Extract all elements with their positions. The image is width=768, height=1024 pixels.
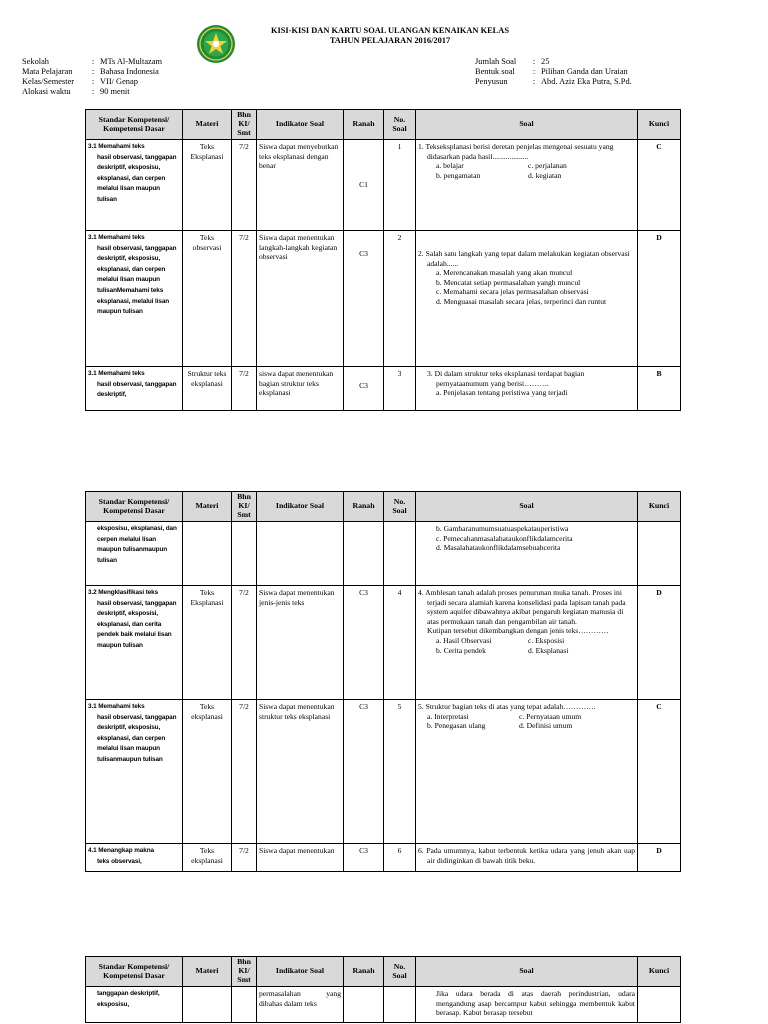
col-header-indikator: Indikator Soal: [257, 110, 344, 140]
indikator-cell: Siswa dapat menentukan langkah-langkah kegiatan observasi: [257, 231, 344, 367]
option-d: d. Menguasai masalah secara jelas, terperinci dan runtut: [436, 296, 607, 306]
option-a: a. Penjelasan tentang peristiwa yang terjadi: [436, 388, 568, 398]
kunci-cell: C: [638, 700, 681, 844]
question-text: 2. Salah satu langkah yang tepat dalam melakukan kegiatan observasi adalah......: [418, 249, 630, 268]
col-header-soal: Soal: [416, 110, 638, 140]
meta-value: Abd. Aziz Eka Putra, S.Pd.: [541, 77, 632, 86]
option-b: b. Mencatat setiap permasalahan yangh muncul: [436, 277, 581, 287]
table-row: [86, 367, 681, 411]
no-cell: 3: [384, 367, 416, 411]
col-header-sk: Standar Kompetensi/ Kompetensi Dasar: [86, 110, 183, 140]
question-text: 5. Struktur bagian teks di atas yang tepat adalah………….: [418, 702, 596, 711]
question-table-page-1: [85, 109, 681, 411]
kd-cell: tanggapan deskriptif, eksposisu,: [86, 987, 183, 1023]
option-d: d. Masalahataukonflikdalamsebuahcerita: [436, 543, 561, 553]
col-header-soal: Soal: [416, 492, 638, 522]
document-title: [240, 26, 540, 46]
col-header-bhn: Bhn KI/ Smt: [232, 957, 257, 987]
col-header-sk: Standar Kompetensi/ Kompetensi Dasar: [86, 492, 183, 522]
kd-cell: 3.2 Mengklasifikasi teks hasil observasi, tanggapan deskriptif, eksposisi, eksplanasi, dan cerita pendek baik melalui lisan maupun tulisan: [86, 586, 183, 700]
meta-value: Pilihan Ganda dan Uraian: [541, 67, 628, 76]
header-row: [86, 492, 681, 522]
col-header-materi: Materi: [183, 957, 232, 987]
soal-cell: [416, 700, 638, 844]
bhn-cell: 7/2: [232, 844, 257, 872]
kunci-cell: D: [638, 844, 681, 872]
soal-cell: [416, 367, 638, 411]
question-text: 4. Amblesan tanah adalah proses penurunan muka tanah. Proses ini terjadi secara alamiah karena konselidasi pada lapisan tanah pada system aquifer dibawahnya akibat pengaruh kegiatan manusia di atas permukaan tanah dan pengambilan air tanah.: [418, 588, 626, 626]
indikator-cell: siswa dapat menentukan bagian struktur teks eksplanasi: [257, 367, 344, 411]
option-b: b. Penegasan ulang: [427, 721, 486, 731]
question-text: 3. Di dalam struktur teks eksplanasi terdapat bagian pernyataanumum yang berisi……….: [427, 369, 585, 388]
option-a: a. Interpretasi: [427, 711, 469, 721]
indikator-cell: Siswa dapat menentukan struktur teks eksplanasi: [257, 700, 344, 844]
soal-cell: [416, 844, 638, 872]
table-row: [86, 987, 681, 1023]
option-a: a. Merencanakan masalah yang akan muncul: [436, 268, 573, 278]
ranah-cell: C1: [344, 140, 384, 231]
col-header-bhn: Bhn KI/ Smt: [232, 492, 257, 522]
ranah-cell: C3: [344, 700, 384, 844]
soal-cell: [416, 140, 638, 231]
no-cell: 1: [384, 140, 416, 231]
bhn-cell: [232, 987, 257, 1023]
ranah-cell: [344, 522, 384, 586]
meta-key: Alokasi waktu: [22, 87, 71, 96]
bhn-cell: 7/2: [232, 586, 257, 700]
materi-cell: Teks Eksplanasi: [183, 586, 232, 700]
question-text: 1. Tekseksplanasi berisi deretan penjelas mengenai sesuatu yang didasarkan pada hasil...................: [418, 142, 614, 161]
soal-cell: [416, 586, 638, 700]
col-header-sk: Standar Kompetensi/ Kompetensi Dasar: [86, 957, 183, 987]
no-cell: [384, 987, 416, 1023]
col-header-no: No. Soal: [384, 492, 416, 522]
kd-cell: eksposisu, eksplanasi, dan cerpen melalui lisan maupun tulisanmaupun tulisan: [86, 522, 183, 586]
col-header-no: No. Soal: [384, 957, 416, 987]
option-b: b. pengamatan: [436, 170, 481, 180]
meta-key: Bentuk soal: [475, 67, 515, 76]
materi-cell: Teks Eksplanasi: [183, 140, 232, 231]
kunci-cell: D: [638, 586, 681, 700]
title-line-1: KISI-KISI DAN KARTU SOAL ULANGAN KENAIKAN KELAS: [271, 26, 509, 35]
meta-value: MTs Al-Multazam: [100, 57, 162, 66]
option-c: c. Pemecahanmasalahataukonflikdalamcerita: [436, 533, 573, 543]
option-a: a. belajar: [436, 161, 464, 171]
ranah-cell: C3: [344, 367, 384, 411]
kunci-cell: D: [638, 231, 681, 367]
table-row: [86, 231, 681, 367]
bhn-cell: 7/2: [232, 700, 257, 844]
table-row: [86, 522, 681, 586]
meta-left-block: Sekolah : MTs Al-Multazam Mata Pelajaran : Bahasa Indonesia Kelas/Semester : VII/ Genap Alokasi waktu : 90 menit: [22, 57, 162, 96]
option-d: d. Definisi umum: [519, 721, 573, 731]
meta-key: Jumlah Soal: [475, 57, 517, 66]
soal-cell: [416, 522, 638, 586]
materi-cell: [183, 987, 232, 1023]
materi-cell: [183, 522, 232, 586]
col-header-ranah: Ranah: [344, 110, 384, 140]
col-header-soal: Soal: [416, 957, 638, 987]
option-c: c. perjalanan: [528, 161, 567, 171]
col-header-indikator: Indikator Soal: [257, 492, 344, 522]
materi-cell: Teks eksplanasi: [183, 844, 232, 872]
bhn-cell: [232, 522, 257, 586]
option-b: b. Gambaranumumsuatuaspekatauperistiwa: [436, 524, 569, 533]
option-c: c. Eksposisi: [528, 635, 565, 645]
question-table-page-3: [85, 956, 681, 1023]
col-header-kunci: Kunci: [638, 110, 681, 140]
table-row: [86, 844, 681, 872]
col-header-bhn: Bhn KI/ Smt: [232, 110, 257, 140]
question-text: 6. Pada umumnya, kabut terbentuk ketika udara yang jenuh akan uap air didinginkan di bawah titik beku.: [418, 846, 635, 865]
bhn-cell: 7/2: [232, 140, 257, 231]
materi-cell: Teks eksplanasi: [183, 700, 232, 844]
no-cell: 6: [384, 844, 416, 872]
indikator-cell: Siswa dapat menentukan jenis-jenis teks: [257, 586, 344, 700]
col-header-no: No. Soal: [384, 110, 416, 140]
kunci-cell: C: [638, 140, 681, 231]
meta-value: 90 menit: [100, 87, 130, 96]
col-header-kunci: Kunci: [638, 492, 681, 522]
soal-cell: [416, 987, 638, 1023]
indikator-cell: [257, 522, 344, 586]
option-a: a. Hasil Observasi: [436, 635, 492, 645]
option-c: c. Memahami secara jelas permasalahan observasi: [436, 287, 589, 297]
meta-key: Mata Pelajaran: [22, 67, 73, 76]
header-row: [86, 110, 681, 140]
meta-key: Penyusun: [475, 77, 508, 86]
header-row: [86, 957, 681, 987]
indikator-cell: Siswa dapat menyebutkan teks eksplanasi dengan benar: [257, 140, 344, 231]
ranah-cell: [344, 987, 384, 1023]
kunci-cell: B: [638, 367, 681, 411]
ranah-cell: C3: [344, 844, 384, 872]
option-c: c. Pernyataan umum: [519, 711, 582, 721]
meta-value: Bahasa Indonesia: [100, 67, 159, 76]
kunci-cell: [638, 522, 681, 586]
bhn-cell: 7/2: [232, 367, 257, 411]
kd-cell: 3.1 Memahami teks hasil observasi, tanggapan deskriptif, eksposisu, eksplanasi, dan cerpen melalui lisan maupun tulisanmaupun tulisan: [86, 700, 183, 844]
indikator-cell: Siswa dapat menentukan: [257, 844, 344, 872]
table-row: [86, 700, 681, 844]
question-text: Jika udara berada di atas daerah perindustrian, udara mengandung asap bercampur kabut sehingga membentuk kabut berasap. Kabut berasap tersebut: [436, 989, 635, 1018]
materi-cell: Struktur teks eksplanasi: [183, 367, 232, 411]
meta-key: Kelas/Semester: [22, 77, 75, 86]
question-table-page-2: [85, 491, 681, 872]
no-cell: 5: [384, 700, 416, 844]
meta-right-block: Jumlah Soal : 25 Bentuk soal : Pilihan Ganda dan Uraian Penyusun : Abd. Aziz Eka Putra, S.Pd.: [475, 57, 632, 86]
col-header-materi: Materi: [183, 492, 232, 522]
bhn-cell: 7/2: [232, 231, 257, 367]
table-row: [86, 586, 681, 700]
table-row: [86, 140, 681, 231]
no-cell: 2: [384, 231, 416, 367]
option-d: d. kegiatan: [528, 170, 562, 180]
kunci-cell: [638, 987, 681, 1023]
ranah-cell: C3: [344, 231, 384, 367]
meta-key: Sekolah: [22, 57, 49, 66]
kd-cell: 3.1 Memahami teks hasil observasi, tanggapan deskriptif, eksposisu, eksplanasi, dan cerpen melalui lisan maupun tulisan: [86, 140, 183, 231]
kd-cell: 3.1 Memahami teks hasil observasi, tanggapan deskriptif, eksposisu, eksplanasi, dan cerpen melalui lisan maupun tulisanMemahami teks eksplanasi, melalui lisan maupun tulisan: [86, 231, 183, 367]
no-cell: 4: [384, 586, 416, 700]
meta-value: 25: [541, 57, 550, 66]
no-cell: [384, 522, 416, 586]
col-header-ranah: Ranah: [344, 492, 384, 522]
col-header-ranah: Ranah: [344, 957, 384, 987]
col-header-materi: Materi: [183, 110, 232, 140]
kd-cell: 3.1 Memahami teks hasil observasi, tanggapan deskriptif,: [86, 367, 183, 411]
ranah-cell: C3: [344, 586, 384, 700]
col-header-indikator: Indikator Soal: [257, 957, 344, 987]
meta-value: VII/ Genap: [100, 77, 138, 86]
school-logo: [196, 24, 236, 64]
soal-cell: [416, 231, 638, 367]
indikator-cell: permasalahan yang dibahas dalam teks: [257, 987, 344, 1023]
col-header-kunci: Kunci: [638, 957, 681, 987]
question-text-2: Kutipan tersebut dikembangkan dengan jenis teks…………: [427, 626, 609, 636]
materi-cell: Teks observasi: [183, 231, 232, 367]
option-d: d. Eksplanasi: [528, 645, 569, 655]
kd-cell: 4.1 Menangkap makna teks observasi,: [86, 844, 183, 872]
option-b: b. Cerita pendek: [436, 645, 486, 655]
title-line-2: TAHUN PELAJARAN 2016/2017: [329, 36, 451, 45]
